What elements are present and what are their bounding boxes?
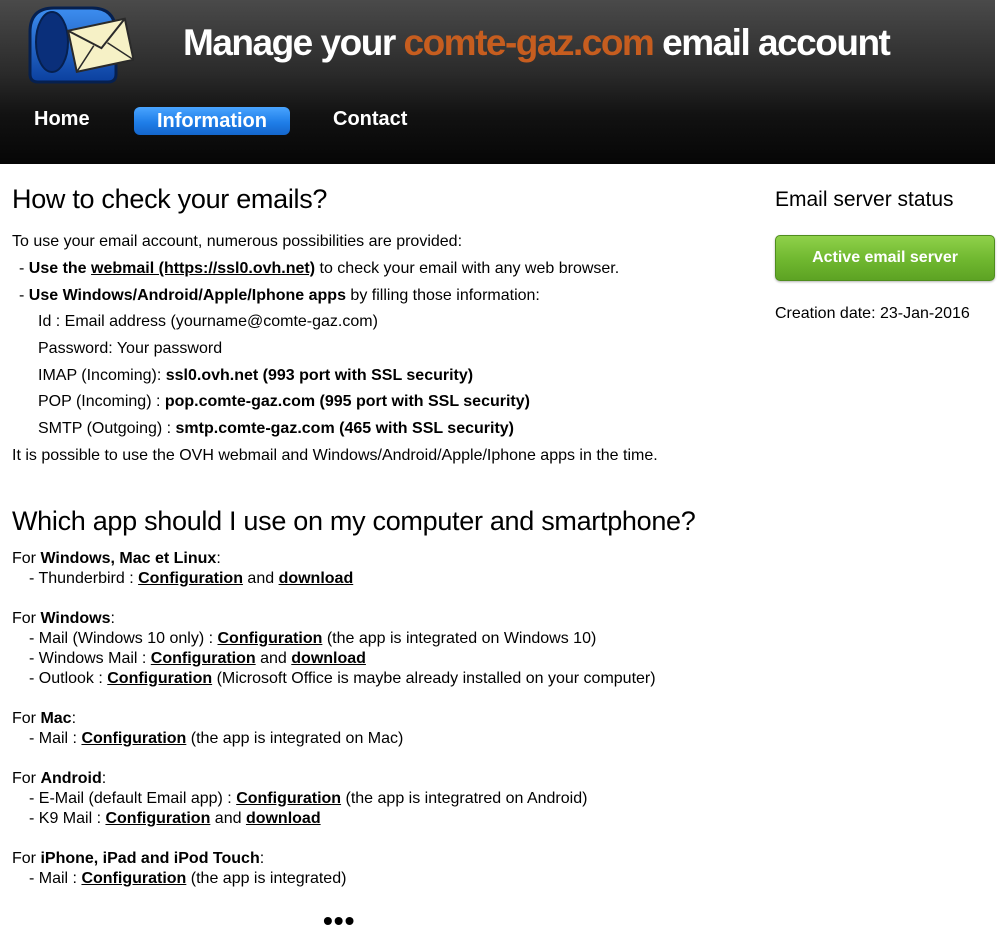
- site-domain: comte-gaz.com: [403, 22, 654, 63]
- configuration-link[interactable]: Configuration: [107, 670, 213, 687]
- configuration-link[interactable]: Configuration: [236, 790, 342, 807]
- pop-line: POP (Incoming) : pop.comte-gaz.com (995 port with SSL security): [38, 393, 530, 410]
- os-group: [12, 609, 757, 689]
- configuration-link[interactable]: Configuration: [138, 570, 243, 587]
- apps-line: - Use Windows/Android/Apple/Iphone apps by filling those information:: [19, 287, 540, 304]
- site-header: [0, 0, 995, 164]
- nav-information[interactable]: Information: [134, 107, 290, 135]
- app-item: - Thunderbird : Configuration and download: [29, 570, 354, 587]
- app-item: - Mail : Configuration (the app is integrated): [29, 870, 347, 887]
- status-sidebar: [775, 188, 995, 322]
- smtp-line: SMTP (Outgoing) : smtp.comte-gaz.com (465 with SSL security): [38, 420, 514, 437]
- configuration-link[interactable]: Configuration: [81, 730, 187, 747]
- os-heading: For Mac:: [12, 710, 77, 727]
- creation-date: Creation date: 23-Jan-2016: [775, 305, 970, 322]
- sidebar-title: Email server status: [775, 188, 954, 211]
- os-heading: For Windows:: [12, 610, 115, 627]
- imap-line: IMAP (Incoming): ssl0.ovh.net (993 port with SSL security): [38, 367, 474, 384]
- os-heading: For Android:: [12, 770, 107, 787]
- intro-text: To use your email account, numerous possibilities are provided:: [12, 233, 463, 250]
- app-item: - Mail : Configuration (the app is integrated on Mac): [29, 730, 404, 747]
- os-group: [12, 709, 757, 749]
- os-group: [12, 769, 757, 829]
- app-item: - Outlook : Configuration (Microsoft Office is maybe already installed on your computer): [29, 670, 656, 687]
- footer-note: It is possible to use the OVH webmail and Windows/Android/Apple/Iphone apps in the time.: [12, 447, 658, 464]
- os-group: [12, 849, 757, 889]
- mailbox-envelope-icon: [24, 2, 134, 92]
- configuration-link[interactable]: Configuration: [105, 810, 211, 827]
- download-link[interactable]: download: [245, 810, 321, 827]
- download-link[interactable]: download: [278, 570, 354, 587]
- nav-contact[interactable]: Contact: [333, 108, 408, 130]
- id-line: Id : Email address (yourname@comte-gaz.com): [38, 313, 378, 330]
- site-title: Manage your comte-gaz.com email account: [183, 22, 890, 63]
- app-item: - Windows Mail : Configuration and download: [29, 650, 366, 667]
- webmail-link[interactable]: webmail (https://ssl0.ovh.net): [91, 260, 316, 277]
- app-item: - E-Mail (default Email app) : Configuration (the app is integratred on Android): [29, 790, 588, 807]
- active-server-button[interactable]: Active email server: [775, 235, 995, 281]
- nav-home[interactable]: Home: [34, 108, 90, 130]
- app-item: - Mail (Windows 10 only) : Configuration (the app is integrated on Windows 10): [29, 630, 597, 647]
- section-title-check-emails: How to check your emails?: [12, 184, 328, 214]
- webmail-line: - Use the webmail (https://ssl0.ovh.net) to check your email with any web browser.: [19, 260, 620, 277]
- password-line: Password: Your password: [38, 340, 223, 357]
- download-link[interactable]: download: [291, 650, 366, 667]
- app-item: - K9 Mail : Configuration and download: [29, 810, 321, 827]
- configuration-link[interactable]: Configuration: [217, 630, 323, 647]
- more-ellipsis: •••: [323, 905, 356, 936]
- os-heading: For iPhone, iPad and iPod Touch:: [12, 850, 265, 867]
- section-title-which-app: Which app should I use on my computer and smartphone?: [12, 506, 696, 536]
- configuration-link[interactable]: Configuration: [81, 870, 187, 887]
- os-heading: For Windows, Mac et Linux:: [12, 550, 221, 567]
- app-list: [12, 549, 757, 909]
- os-group: [12, 549, 757, 589]
- configuration-link[interactable]: Configuration: [150, 650, 256, 667]
